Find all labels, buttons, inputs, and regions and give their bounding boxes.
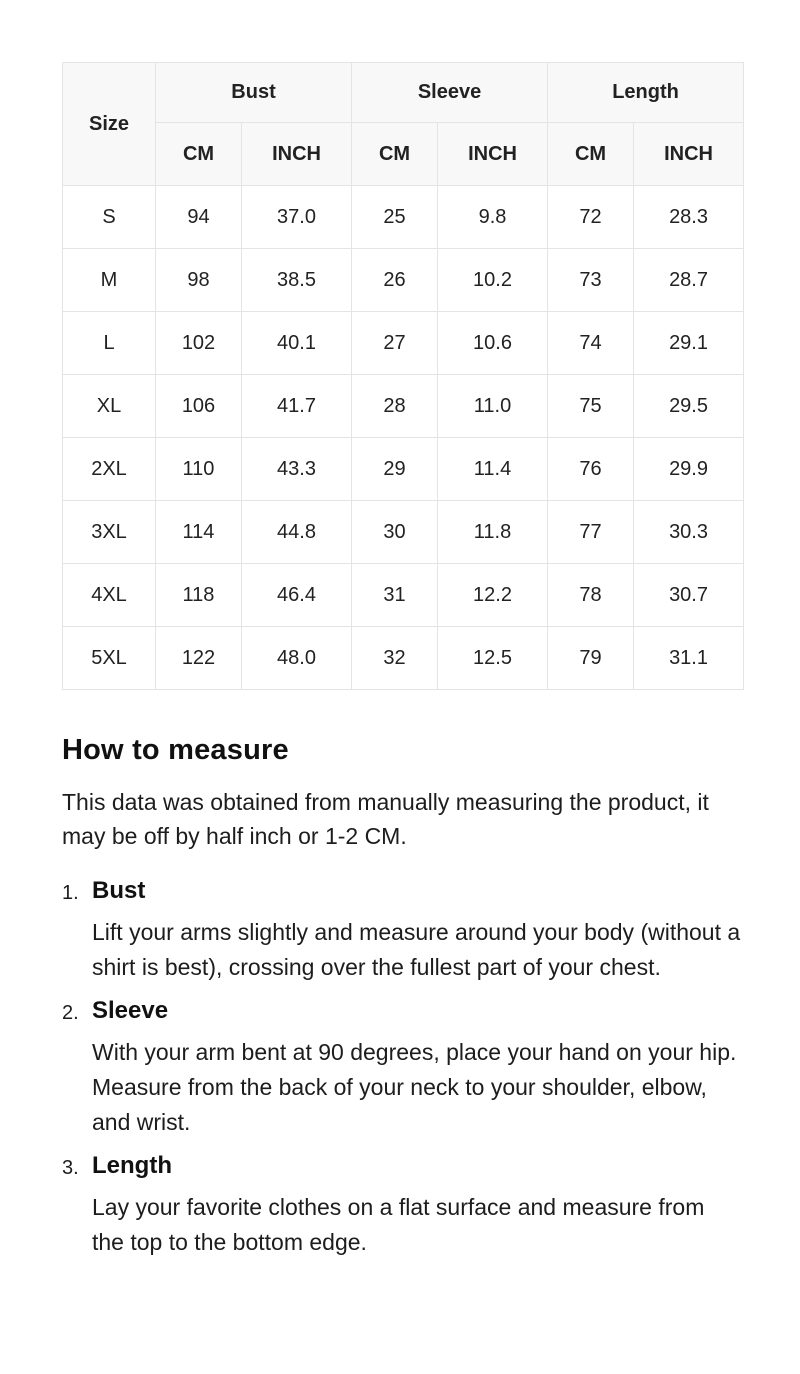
unit-header: INCH bbox=[438, 123, 548, 186]
list-item-length bbox=[62, 1152, 742, 1260]
value-cell: 110 bbox=[156, 438, 242, 501]
size-cell: M bbox=[63, 249, 156, 312]
step-title-length: Length bbox=[92, 1152, 172, 1179]
value-cell: 27 bbox=[352, 312, 438, 375]
value-cell: 11.8 bbox=[438, 501, 548, 564]
value-cell: 30 bbox=[352, 501, 438, 564]
value-cell: 12.5 bbox=[438, 627, 548, 690]
value-cell: 118 bbox=[156, 564, 242, 627]
value-cell: 46.4 bbox=[242, 564, 352, 627]
unit-header: CM bbox=[352, 123, 438, 186]
value-cell: 102 bbox=[156, 312, 242, 375]
bust-group-header: Bust bbox=[156, 63, 352, 123]
step-title-sleeve: Sleeve bbox=[92, 997, 169, 1024]
size-column-header: Size bbox=[63, 63, 156, 186]
value-cell: 10.6 bbox=[438, 312, 548, 375]
step-title-bust: Bust bbox=[92, 877, 146, 904]
size-cell: XL bbox=[63, 375, 156, 438]
table-row bbox=[63, 186, 744, 249]
value-cell: 43.3 bbox=[242, 438, 352, 501]
list-item-number: 3. bbox=[62, 1157, 79, 1179]
value-cell: 10.2 bbox=[438, 249, 548, 312]
value-cell: 122 bbox=[156, 627, 242, 690]
list-item-bust bbox=[62, 877, 742, 985]
table-row bbox=[63, 438, 744, 501]
measure-steps-list bbox=[62, 877, 742, 1260]
value-cell: 79 bbox=[548, 627, 634, 690]
value-cell: 26 bbox=[352, 249, 438, 312]
section-title: How to measure bbox=[62, 734, 289, 766]
value-cell: 12.2 bbox=[438, 564, 548, 627]
value-cell: 30.3 bbox=[634, 501, 744, 564]
list-item-number: 1. bbox=[62, 882, 79, 904]
value-cell: 41.7 bbox=[242, 375, 352, 438]
sleeve-group-header: Sleeve bbox=[352, 63, 548, 123]
value-cell: 9.8 bbox=[438, 186, 548, 249]
how-to-measure-section bbox=[0, 690, 800, 1260]
size-cell: S bbox=[63, 186, 156, 249]
value-cell: 28 bbox=[352, 375, 438, 438]
table-row bbox=[63, 627, 744, 690]
value-cell: 28.3 bbox=[634, 186, 744, 249]
step-description-bust: Lift your arms slightly and measure around your body (without a shirt is best), crossing over the fullest part of your chest. bbox=[92, 919, 741, 980]
value-cell: 75 bbox=[548, 375, 634, 438]
value-cell: 74 bbox=[548, 312, 634, 375]
size-cell: 2XL bbox=[63, 438, 156, 501]
unit-header: CM bbox=[548, 123, 634, 186]
value-cell: 29 bbox=[352, 438, 438, 501]
length-group-header: Length bbox=[548, 63, 744, 123]
size-cell: 5XL bbox=[63, 627, 156, 690]
value-cell: 31 bbox=[352, 564, 438, 627]
value-cell: 106 bbox=[156, 375, 242, 438]
table-row bbox=[63, 249, 744, 312]
table-row bbox=[63, 312, 744, 375]
step-description-length: Lay your favorite clothes on a flat surface and measure from the top to the bottom edge. bbox=[92, 1194, 705, 1255]
size-cell: L bbox=[63, 312, 156, 375]
value-cell: 32 bbox=[352, 627, 438, 690]
value-cell: 77 bbox=[548, 501, 634, 564]
value-cell: 30.7 bbox=[634, 564, 744, 627]
size-chart-table bbox=[62, 62, 744, 690]
value-cell: 76 bbox=[548, 438, 634, 501]
value-cell: 11.4 bbox=[438, 438, 548, 501]
value-cell: 29.1 bbox=[634, 312, 744, 375]
step-description-sleeve: With your arm bent at 90 degrees, place your hand on your hip. Measure from the back of your neck to your shoulder, elbow, and wrist. bbox=[92, 1039, 737, 1135]
table-header-group-row bbox=[63, 63, 744, 123]
value-cell: 72 bbox=[548, 186, 634, 249]
value-cell: 29.9 bbox=[634, 438, 744, 501]
measure-disclaimer-text: This data was obtained from manually measuring the product, it may be off by half inch or 1-2 CM. bbox=[62, 789, 709, 849]
list-item-sleeve bbox=[62, 997, 742, 1140]
value-cell: 28.7 bbox=[634, 249, 744, 312]
value-cell: 29.5 bbox=[634, 375, 744, 438]
list-item-number: 2. bbox=[62, 1002, 79, 1024]
value-cell: 73 bbox=[548, 249, 634, 312]
value-cell: 38.5 bbox=[242, 249, 352, 312]
value-cell: 40.1 bbox=[242, 312, 352, 375]
value-cell: 114 bbox=[156, 501, 242, 564]
value-cell: 31.1 bbox=[634, 627, 744, 690]
value-cell: 98 bbox=[156, 249, 242, 312]
size-cell: 4XL bbox=[63, 564, 156, 627]
value-cell: 25 bbox=[352, 186, 438, 249]
value-cell: 37.0 bbox=[242, 186, 352, 249]
table-row bbox=[63, 375, 744, 438]
value-cell: 48.0 bbox=[242, 627, 352, 690]
table-row bbox=[63, 501, 744, 564]
value-cell: 78 bbox=[548, 564, 634, 627]
unit-header: INCH bbox=[634, 123, 744, 186]
size-cell: 3XL bbox=[63, 501, 156, 564]
value-cell: 44.8 bbox=[242, 501, 352, 564]
value-cell: 94 bbox=[156, 186, 242, 249]
unit-header: CM bbox=[156, 123, 242, 186]
unit-header: INCH bbox=[242, 123, 352, 186]
value-cell: 11.0 bbox=[438, 375, 548, 438]
table-header-unit-row bbox=[63, 123, 744, 186]
table-row bbox=[63, 564, 744, 627]
